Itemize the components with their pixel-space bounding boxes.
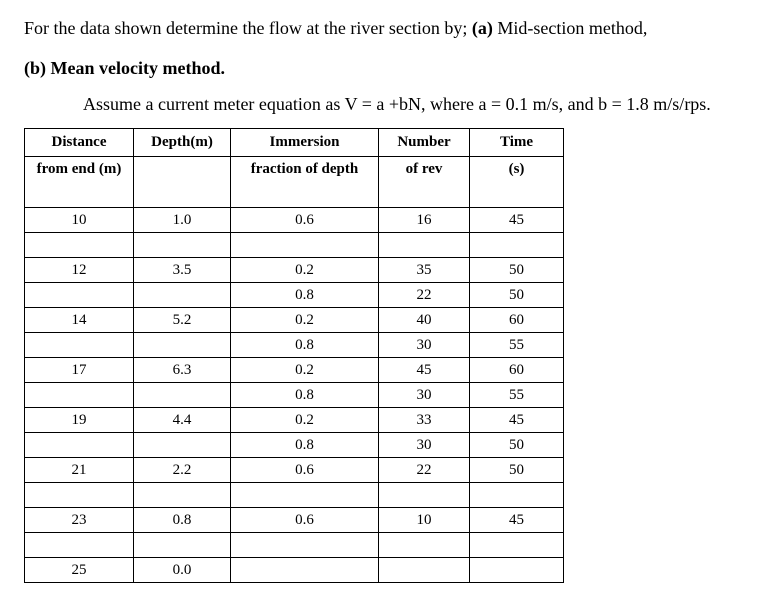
cell-immersion: 0.8 — [231, 383, 379, 408]
table-row — [25, 408, 564, 433]
cell-distance: 25 — [25, 558, 134, 583]
header-immersion: Immersion — [231, 129, 379, 157]
cell-time: 60 — [470, 308, 564, 333]
header-depth-sub — [134, 157, 231, 208]
table-row — [25, 558, 564, 583]
header-number: Number — [379, 129, 470, 157]
cell-time: 45 — [470, 208, 564, 233]
cell-rev-count — [379, 233, 470, 258]
cell-distance: 10 — [25, 208, 134, 233]
cell-immersion: 0.8 — [231, 333, 379, 358]
cell-rev-count: 33 — [379, 408, 470, 433]
cell-immersion: 0.8 — [231, 433, 379, 458]
table-row — [25, 333, 564, 358]
cell-distance — [25, 283, 134, 308]
cell-distance: 19 — [25, 408, 134, 433]
cell-rev-count: 22 — [379, 458, 470, 483]
cell-distance — [25, 383, 134, 408]
cell-rev-count: 45 — [379, 358, 470, 383]
cell-immersion: 0.2 — [231, 408, 379, 433]
cell-distance: 17 — [25, 358, 134, 383]
cell-time: 45 — [470, 408, 564, 433]
cell-depth: 1.0 — [134, 208, 231, 233]
table-row — [25, 383, 564, 408]
cell-rev-count — [379, 558, 470, 583]
table-row — [25, 458, 564, 483]
part-b-text: Mean velocity method. — [46, 58, 225, 78]
table-row — [25, 208, 564, 233]
cell-time: 55 — [470, 333, 564, 358]
cell-rev-count: 30 — [379, 433, 470, 458]
cell-depth — [134, 333, 231, 358]
table-row — [25, 283, 564, 308]
table-row — [25, 358, 564, 383]
cell-rev-count: 40 — [379, 308, 470, 333]
cell-distance: 23 — [25, 508, 134, 533]
cell-depth — [134, 283, 231, 308]
part-a-text: Mid-section method, — [492, 18, 648, 38]
part-b-label: (b) — [24, 58, 46, 78]
cell-time: 50 — [470, 283, 564, 308]
problem-statement-line-2 — [24, 58, 225, 79]
cell-rev-count — [379, 533, 470, 558]
header-distance-sub: from end (m) — [25, 157, 134, 208]
cell-time: 45 — [470, 508, 564, 533]
cell-distance — [25, 233, 134, 258]
header-row — [25, 129, 564, 157]
cell-depth — [134, 533, 231, 558]
cell-immersion: 0.2 — [231, 358, 379, 383]
cell-depth: 0.0 — [134, 558, 231, 583]
header-time-sub: (s) — [470, 157, 564, 208]
cell-distance — [25, 333, 134, 358]
table-row — [25, 533, 564, 558]
cell-distance — [25, 433, 134, 458]
table-row — [25, 433, 564, 458]
table-row — [25, 308, 564, 333]
cell-rev-count: 10 — [379, 508, 470, 533]
part-a-label: (a) — [471, 18, 493, 38]
problem-statement-line-1 — [24, 18, 647, 39]
cell-rev-count: 22 — [379, 283, 470, 308]
cell-immersion: 0.6 — [231, 458, 379, 483]
cell-immersion: 0.6 — [231, 508, 379, 533]
cell-time — [470, 533, 564, 558]
table-row — [25, 508, 564, 533]
table-body — [25, 208, 564, 583]
header-row-2 — [25, 157, 564, 208]
cell-distance: 12 — [25, 258, 134, 283]
cell-immersion — [231, 558, 379, 583]
river-section-data-table — [24, 128, 564, 583]
cell-rev-count: 30 — [379, 383, 470, 408]
cell-immersion: 0.8 — [231, 283, 379, 308]
cell-rev-count — [379, 483, 470, 508]
cell-depth — [134, 483, 231, 508]
cell-distance — [25, 533, 134, 558]
cell-rev-count: 35 — [379, 258, 470, 283]
problem-text: For the data shown determine the flow at the river section by; — [24, 18, 472, 38]
cell-depth: 4.4 — [134, 408, 231, 433]
cell-time: 60 — [470, 358, 564, 383]
assumption-text: Assume a current meter equation as V = a +bN, where a = 0.1 m/s, and b = 1.8 m/s/rps. — [83, 94, 711, 114]
header-time: Time — [470, 129, 564, 157]
cell-immersion: 0.2 — [231, 258, 379, 283]
cell-rev-count: 16 — [379, 208, 470, 233]
cell-depth — [134, 433, 231, 458]
cell-time: 50 — [470, 458, 564, 483]
cell-time: 50 — [470, 258, 564, 283]
cell-distance — [25, 483, 134, 508]
header-depth: Depth(m) — [134, 129, 231, 157]
cell-immersion: 0.2 — [231, 308, 379, 333]
table-row — [25, 483, 564, 508]
cell-time: 50 — [470, 433, 564, 458]
table-row — [25, 233, 564, 258]
cell-time: 55 — [470, 383, 564, 408]
cell-time — [470, 483, 564, 508]
cell-time — [470, 233, 564, 258]
cell-immersion: 0.6 — [231, 208, 379, 233]
cell-depth: 5.2 — [134, 308, 231, 333]
table-row — [25, 258, 564, 283]
cell-distance: 14 — [25, 308, 134, 333]
cell-immersion — [231, 483, 379, 508]
cell-immersion — [231, 233, 379, 258]
cell-depth: 2.2 — [134, 458, 231, 483]
cell-depth: 6.3 — [134, 358, 231, 383]
header-distance: Distance — [25, 129, 134, 157]
cell-distance: 21 — [25, 458, 134, 483]
header-number-sub: of rev — [379, 157, 470, 208]
cell-depth: 3.5 — [134, 258, 231, 283]
cell-immersion — [231, 533, 379, 558]
cell-depth — [134, 383, 231, 408]
cell-time — [470, 558, 564, 583]
cell-rev-count: 30 — [379, 333, 470, 358]
cell-depth — [134, 233, 231, 258]
cell-depth: 0.8 — [134, 508, 231, 533]
header-immersion-sub: fraction of depth — [231, 157, 379, 208]
